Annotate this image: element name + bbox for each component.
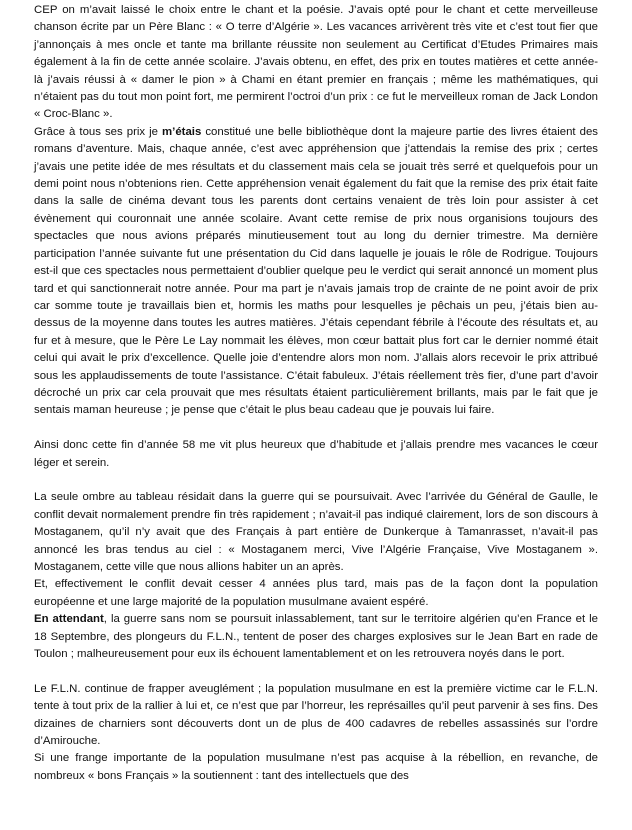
paragraph-3 <box>34 437 598 472</box>
text-segment: , la guerre sans nom se poursuit inlassablement, tant sur le territoire algérien qu’en France et le 18 Septembre, des plongeurs du F.L.N., tentent de poser des charges explosives sur le Jean Bart en rade de Toulon ; malheureusement pour eux ils échouent lamentablement et on les retrouvera noyés dans le port. <box>34 613 598 660</box>
paragraph-4 <box>34 489 598 576</box>
paragraph-2 <box>34 124 598 420</box>
paragraph-6 <box>34 611 598 663</box>
bold-text-segment: En attendant <box>34 613 104 626</box>
text-segment: Ainsi donc cette fin d’année 58 me vit plus heureux que d’habitude et j’allais prendre mes vacances le cœur léger et serein. <box>34 439 598 469</box>
document-body <box>34 2 598 785</box>
paragraph-8 <box>34 750 598 785</box>
paragraph-1 <box>34 2 598 124</box>
text-segment: Grâce à tous ses prix je <box>34 125 163 138</box>
text-segment: La seule ombre au tableau résidait dans la guerre qui se poursuivait. Avec l’arrivée du Général de Gaulle, le conflit devait normalement prendre fin très rapidement ; n’avait-il pas indiqué clairement, lors de son discours à Mostaganem, qu’il n’y avait que des Français à part entière de Dunkerque à Tamanrasset, n’avait-il pas annoncé les bras tendus au ciel : « Mostaganem merci, Vive l’Algérie Française, Vive Mostaganem ». Mostaganem, cette ville que nous allions habiter un an après. <box>34 491 598 573</box>
text-segment: constitué une belle bibliothèque dont la majeure partie des livres étaient des romans d’aventure. Mais, chaque année, c’est avec appréhension que j’attendais la remise des prix ; certes j’avais une petite idée de mes résultats et du classement mais cela se jouait très serré et quelquefois pour un demi point nous n’obtenions rien. Cette appréhension venait également du fait que la remise des prix était faite dans la salle de cinéma devant tous les parents dont certains venaient de très loin pour assister à cet évènement qui couronnait une année scolaire. Avant cette remise de prix nous organisions toujours des spectacles que nous avions préparés minutieusement tout au long du dernier trimestre. Ma dernière participation l’année suivante fut une présentation du Cid dans laquelle je jouais le rôle de Rodrigue. Toujours est-il que ces spectacles nous permettaient d’oublier quelque peu le verdict qui serait annoncé un moment plus tard et qui sanctionnerait notre année. Pour ma part je n’avais jamais trop de crainte de ne point avoir de prix car somme toute je travaillais bien et, hormis les maths pour lesquelles je pêchais un peu, j’étais bien au-dessus de la moyenne dans toutes les autres matières. J’étais cependant fébrile à l’écoute des résultats et, au fur et à mesure, que le Père Le Lay nommait les élèves, mon cœur battait plus fort car le dernier nommé était celui qui avait le prix d’excellence. Quelle joie d’entendre alors mon nom. J’allais alors recevoir le prix attribué sous les applaudissements de toute l’assistance. C’était fabuleux. J’étais réellement très fier, d’une part d’avoir décroché un prix car cela prouvait que mes résultats étaient particulièrement brillants, mais par le fait que je sentais maman heureuse ; je pense que c’était le plus beau cadeau que je pouvais lui faire. <box>34 125 598 417</box>
paragraph-5 <box>34 576 598 611</box>
text-segment: Et, effectivement le conflit devait cesser 4 années plus tard, mais pas de la façon dont la population européenne et une large majorité de la population musulmane avaient espéré. <box>34 578 598 608</box>
text-segment: CEP on m’avait laissé le choix entre le chant et la poésie. J’avais opté pour le chant et cette merveilleuse chanson écrite par un Père Blanc : « O terre d’Algérie ». Les vacances arrivèrent très vite et c’est tout fier que j’annonçais à mes oncle et tante ma brillante réussite non seulement au Certificat d’Etudes Primaires mais également à la fin de cette année scolaire. J’avais obtenu, en effet, des prix en toutes matières et cette année-là j’avais réussi à « damer le pion » à Chami en étant premier en français ; même les mathématiques, qui n’étaient pas du tout mon point fort, me permirent l’octroi d’un prix : ce fut le merveilleux roman de Jack London « Croc-Blanc ». <box>34 4 598 121</box>
text-segment: Le F.L.N. continue de frapper aveuglément ; la population musulmane en est la première victime car le F.L.N. tente à tout prix de la rallier à lui et, ce n’est que par l’horreur, les représailles qu’il peut parvenir à ses fins. Des dizaines de charniers sont découverts dont un de plus de 400 cadavres de rebelles assassinés sur l’ordre d’Amirouche. <box>34 682 598 748</box>
text-segment: Si une frange importante de la population musulmane n’est pas acquise à la rébellion, en revanche, de nombreux « bons Français » la soutiennent : tant des intellectuels que des <box>34 752 598 782</box>
paragraph-7 <box>34 681 598 751</box>
bold-text-segment: m’étais <box>162 125 202 138</box>
